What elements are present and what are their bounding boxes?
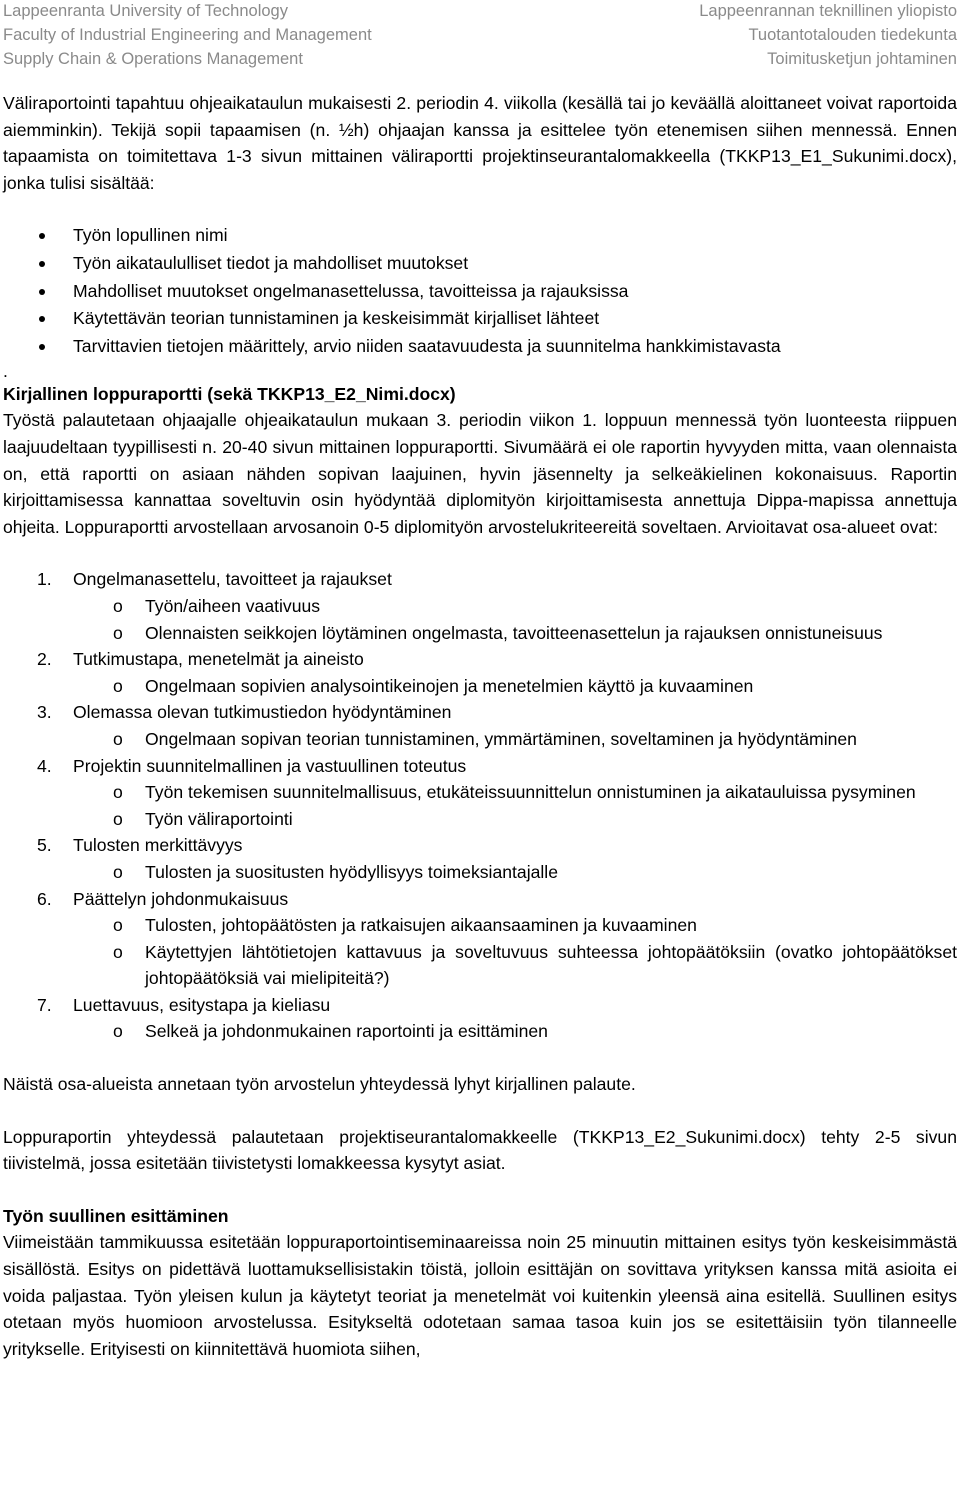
criteria-sub-item: o Olennaisten seikkojen löytäminen ongelmasta, tavoitteenasettelun ja rajauksen onnistuneisuus <box>113 622 883 643</box>
criteria-item: 2. Tutkimustapa, menetelmät ja aineisto <box>37 649 364 670</box>
bullet-icon <box>39 289 45 295</box>
bullet-icon <box>39 233 45 239</box>
bullet-icon <box>39 261 45 267</box>
bullet-item: Työn lopullinen nimi <box>3 222 957 250</box>
header-right <box>699 0 957 71</box>
criteria-item: 4. Projektin suunnitelmallinen ja vastuullinen toteutus <box>37 755 467 776</box>
criteria-sub-item: o Selkeä ja johdonmukainen raportointi ja esittäminen <box>113 1021 548 1042</box>
feedback-paragraph: Näistä osa-alueista annetaan työn arvostelun yhteydessä lyhyt kirjallinen palaute. <box>3 1074 636 1095</box>
bullet-icon <box>39 316 45 322</box>
criteria-sub-item: o Ongelmaan sopivan teorian tunnistaminen, ymmärtäminen, soveltaminen ja hyödyntäminen <box>113 728 857 749</box>
criteria-sub-item: o Tulosten ja suositusten hyödyllisyys toimeksiantajalle <box>113 861 558 882</box>
bullet-item: Työn aikataululliset tiedot ja mahdolliset muutokset <box>3 250 957 278</box>
criteria-sub-item: o Työn/aiheen vaativuus <box>113 595 321 616</box>
document-body <box>3 90 957 1362</box>
bullet-icon <box>39 344 45 350</box>
criteria-item: 1. Ongelmanasettelu, tavoitteet ja rajaukset <box>37 569 392 590</box>
header-faculty: Faculty of Industrial Engineering and Management <box>3 26 372 44</box>
summary-paragraph: Loppuraportin yhteydessä palautetaan projektiseurantalomakkeelle (TKKP13_E2_Sukunimi.docx) tehty 2-5 sivun tiivistelmä, jossa esitetään tiivistetysti lomakkeessa kysytyt asiat. <box>3 1126 957 1174</box>
header-department-fi: Toimitusketjun johtaminen <box>767 50 957 68</box>
bullet-item: Mahdolliset muutokset ongelmanasettelussa, tavoitteissa ja rajauksissa <box>3 278 957 306</box>
header-university-fi: Lappeenrannan teknillinen yliopisto <box>699 2 957 20</box>
criteria-sub-item: o Työn väliraportointi <box>113 808 293 829</box>
intro-paragraph: Väliraportointi tapahtuu ohjeaikataulun mukaisesti 2. periodin 4. viikolla (kesällä tai jo keväällä aloittaneet voivat raportoida aiemminkin). Tekijä sopii tapaamisen (n. ½h) ohjaajan kanssa ja esittelee työn etenemisen siihen mennessä. Ennen tapaamista on toimitettava 1-3 sivun mittainen väliraportti projektinseurantalomakkeella (TKKP13_E1_Sukunimi.docx), jonka tulisi sisältää: <box>3 93 957 193</box>
criteria-list <box>3 566 957 1045</box>
criteria-item: 3. Olemassa olevan tutkimustiedon hyödyntäminen <box>37 702 452 723</box>
header-left <box>3 0 372 71</box>
criteria-sub-item: o Työn tekemisen suunnitelmallisuus, etukäteissuunnittelun onnistuminen ja aikatauluissa pysyminen <box>113 782 916 803</box>
criteria-sub-item: o Käytettyjen lähtötietojen kattavuus ja soveltuvuus suhteessa johtopäätöksiin (ovatko johtopäätökset johtopäätöksiä vai mielipiteitä?) <box>113 941 957 989</box>
header-faculty-fi: Tuotantotalouden tiedekunta <box>748 26 957 44</box>
criteria-sub-item: o Ongelmaan sopivien analysointikeinojen ja menetelmien käyttö ja kuvaaminen <box>113 675 754 696</box>
bullet-item: Tarvittavien tietojen määrittely, arvio niiden saatavuudesta ja suunnitelma hankkimistavasta <box>3 333 957 361</box>
criteria-item: 5. Tulosten merkittävyys <box>37 835 243 856</box>
bullet-item: Käytettävän teorian tunnistaminen ja keskeisimmät kirjalliset lähteet <box>3 305 957 333</box>
oral-paragraph: Viimeistään tammikuussa esitetään loppuraportointiseminaareissa noin 25 minuutin mittainen esitys työn keskeisimmästä sisällöstä. Esitys on pidettävä luottamuksellisistakin töistä, jolloin esittäjän on sovittava yrityksen kanssa mitä asioita ei voida paljastaa. Työn yleisen kulun ja käytetyt teoriat ja menetelmät voi kuitenkin yleensä aina esitellä. Suullinen esitys otetaan myös huomioon arvostelussa. Esitykseltä odotetaan samaa tasoa kuin jos se esitettäisiin työn tilanneelle yritykselle. Erityisesti on kiinnitettävä huomiota siihen, <box>3 1232 957 1359</box>
criteria-item: 6. Päättelyn johdonmukaisuus <box>37 888 289 909</box>
criteria-sub-item: o Tulosten, johtopäätösten ja ratkaisujen aikaansaaminen ja kuvaaminen <box>113 915 697 936</box>
final-report-paragraph: Työstä palautetaan ohjaajalle ohjeaikataulun mukaan 3. periodin viikon 1. loppuun mennessä työn luonteesta riippuen laajuudeltaan tyypillisesti n. 20-40 sivun mittainen loppuraportti. Sivumäärä ei ole raportin hyvyyden mitta, vaan olennaista on, että raportti on asiaan nähden sopivan laajuinen, hyvin jäsennelty ja selkeäkielinen kokonaisuus. Raportin kirjoittamisessa kannattaa soveltuvin osin hyödyntää diplomityön kirjoittamisesta annettuja Dippa-mapissa annettuja ohjeita. Loppuraportti arvostellaan arvosanoin 0-5 diplomityön arvostelukriteereitä soveltaen. Arvioitavat osa-alueet ovat: <box>3 410 957 537</box>
bullet-list <box>3 222 957 360</box>
criteria-item: 7. Luettavuus, esitystapa ja kieliasu <box>37 994 331 1015</box>
stray-period: . <box>3 360 8 381</box>
final-report-heading: Kirjallinen loppuraportti (sekä TKKP13_E2_Nimi.docx) <box>3 383 456 404</box>
page-header <box>0 0 960 70</box>
oral-heading: Työn suullinen esittäminen <box>3 1205 229 1226</box>
header-department: Supply Chain & Operations Management <box>3 50 303 68</box>
header-university: Lappeenranta University of Technology <box>3 2 288 20</box>
